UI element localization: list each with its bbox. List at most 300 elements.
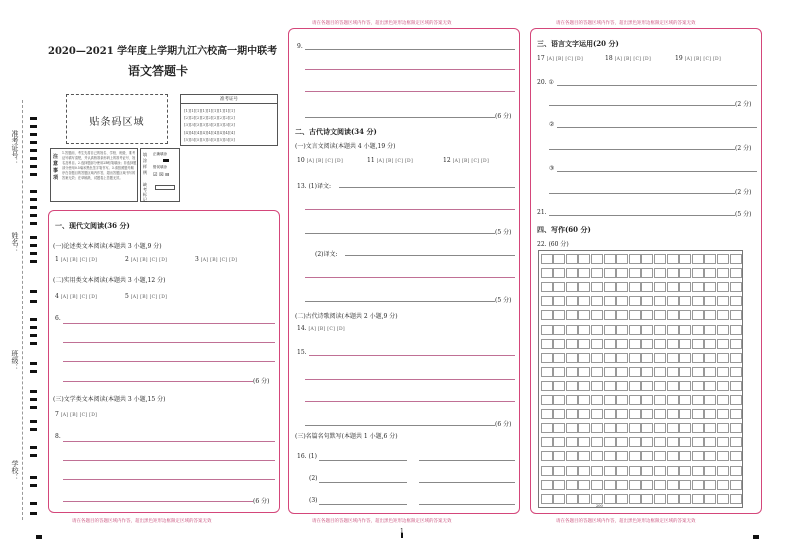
- essay-grid-cell[interactable]: [717, 268, 729, 278]
- essay-grid-cell[interactable]: [641, 296, 653, 306]
- essay-grid-cell[interactable]: [730, 494, 742, 504]
- essay-grid-cell[interactable]: [591, 353, 603, 363]
- essay-grid-cell[interactable]: [566, 395, 578, 405]
- essay-grid-cell[interactable]: [679, 254, 691, 264]
- essay-grid-cell[interactable]: [692, 339, 704, 349]
- essay-grid-cell[interactable]: [679, 325, 691, 335]
- essay-grid-cell[interactable]: [616, 381, 628, 391]
- essay-grid-cell[interactable]: [578, 494, 590, 504]
- essay-grid-cell[interactable]: [629, 268, 641, 278]
- essay-grid-cell[interactable]: [692, 325, 704, 335]
- essay-grid-cell[interactable]: [654, 310, 666, 320]
- essay-grid-cell[interactable]: [578, 353, 590, 363]
- essay-grid-cell[interactable]: [541, 409, 553, 419]
- answer-line[interactable]: [305, 277, 515, 278]
- essay-grid-cell[interactable]: [553, 310, 565, 320]
- essay-grid-cell[interactable]: [541, 296, 553, 306]
- essay-grid-cell[interactable]: [654, 254, 666, 264]
- question-14-options[interactable]: [A] [B] [C] [D]: [308, 327, 345, 332]
- essay-grid-cell[interactable]: [604, 282, 616, 292]
- essay-grid-cell[interactable]: [629, 310, 641, 320]
- essay-grid-cell[interactable]: [578, 268, 590, 278]
- essay-grid-cell[interactable]: [730, 353, 742, 363]
- essay-grid-cell[interactable]: [654, 395, 666, 405]
- essay-grid-cell[interactable]: [717, 339, 729, 349]
- essay-grid-cell[interactable]: [679, 339, 691, 349]
- essay-grid-cell[interactable]: [704, 282, 716, 292]
- essay-grid-cell[interactable]: [566, 296, 578, 306]
- essay-grid-cell[interactable]: [704, 494, 716, 504]
- answer-line[interactable]: [557, 85, 757, 86]
- essay-grid-cell[interactable]: [553, 466, 565, 476]
- essay-grid-cell[interactable]: [616, 325, 628, 335]
- essay-grid-cell[interactable]: [616, 466, 628, 476]
- essay-grid-cell[interactable]: [604, 395, 616, 405]
- essay-grid-cell[interactable]: [591, 466, 603, 476]
- essay-grid-cell[interactable]: [553, 296, 565, 306]
- essay-grid-cell[interactable]: [704, 451, 716, 461]
- essay-grid-cell[interactable]: [654, 381, 666, 391]
- essay-grid-cell[interactable]: [629, 296, 641, 306]
- essay-grid-cell[interactable]: [566, 494, 578, 504]
- essay-grid-cell[interactable]: [616, 353, 628, 363]
- answer-line[interactable]: [63, 460, 275, 461]
- essay-grid-cell[interactable]: [616, 296, 628, 306]
- answer-line[interactable]: [557, 171, 757, 172]
- essay-grid-cell[interactable]: [541, 367, 553, 377]
- essay-grid-cell[interactable]: [553, 325, 565, 335]
- essay-grid-cell[interactable]: [717, 353, 729, 363]
- essay-grid-cell[interactable]: [566, 339, 578, 349]
- essay-grid-cell[interactable]: [541, 437, 553, 447]
- essay-grid-cell[interactable]: [553, 282, 565, 292]
- essay-grid-cell[interactable]: [541, 268, 553, 278]
- essay-grid-cell[interactable]: [654, 480, 666, 490]
- essay-grid-cell[interactable]: [629, 466, 641, 476]
- essay-grid-cell[interactable]: [641, 367, 653, 377]
- essay-grid-cell[interactable]: [591, 367, 603, 377]
- answer-line[interactable]: [63, 479, 275, 480]
- essay-grid-cell[interactable]: [566, 282, 578, 292]
- essay-grid-cell[interactable]: [730, 381, 742, 391]
- essay-grid-cell[interactable]: [679, 437, 691, 447]
- exam-no-bubbles[interactable]: [1][1][1][1][1][1][1][1][1] [2][2][2][2][2][2][2][2][2] [3][3][3][3][3][3][3][3][3] [4][4][4][4][4][4][4][4][4] [5][5][5][5][5][5][5][5][5]: [184, 108, 235, 142]
- question-3-options[interactable]: [A] [B] [C] [D]: [200, 258, 238, 263]
- essay-grid-cell[interactable]: [604, 353, 616, 363]
- essay-grid-cell[interactable]: [629, 381, 641, 391]
- answer-line[interactable]: [549, 105, 735, 106]
- essay-grid-cell[interactable]: [591, 339, 603, 349]
- essay-grid-cell[interactable]: [679, 494, 691, 504]
- essay-grid-cell[interactable]: [717, 466, 729, 476]
- essay-grid-cell[interactable]: [641, 282, 653, 292]
- essay-grid-cell[interactable]: [692, 282, 704, 292]
- essay-grid-cell[interactable]: [604, 254, 616, 264]
- essay-grid-cell[interactable]: [717, 282, 729, 292]
- essay-grid-cell[interactable]: [667, 423, 679, 433]
- question-18-options[interactable]: [A] [B] [C] [D]: [614, 57, 652, 62]
- essay-grid-cell[interactable]: [541, 423, 553, 433]
- answer-line[interactable]: [305, 49, 515, 50]
- answer-line[interactable]: [63, 501, 253, 502]
- essay-grid-cell[interactable]: [541, 395, 553, 405]
- essay-grid-cell[interactable]: [604, 381, 616, 391]
- essay-grid-cell[interactable]: [692, 494, 704, 504]
- essay-grid-cell[interactable]: [541, 282, 553, 292]
- essay-grid-cell[interactable]: [566, 466, 578, 476]
- essay-grid-cell[interactable]: [604, 339, 616, 349]
- essay-grid-cell[interactable]: [717, 437, 729, 447]
- essay-grid-cell[interactable]: [591, 395, 603, 405]
- essay-grid-cell[interactable]: [616, 282, 628, 292]
- essay-grid-cell[interactable]: [553, 367, 565, 377]
- essay-grid-cell[interactable]: [541, 310, 553, 320]
- essay-grid-cell[interactable]: [541, 466, 553, 476]
- essay-grid-cell[interactable]: [591, 296, 603, 306]
- essay-grid-cell[interactable]: [591, 451, 603, 461]
- essay-grid-cell[interactable]: [629, 451, 641, 461]
- essay-grid-cell[interactable]: [616, 395, 628, 405]
- essay-grid-cell[interactable]: [616, 494, 628, 504]
- essay-grid-cell[interactable]: [553, 494, 565, 504]
- essay-grid-cell[interactable]: [641, 423, 653, 433]
- essay-grid-cell[interactable]: [704, 296, 716, 306]
- essay-grid-cell[interactable]: [616, 437, 628, 447]
- essay-grid-cell[interactable]: [654, 423, 666, 433]
- essay-grid-cell[interactable]: [641, 437, 653, 447]
- answer-line[interactable]: [419, 460, 515, 461]
- essay-grid-cell[interactable]: [578, 282, 590, 292]
- answer-line[interactable]: [63, 323, 275, 324]
- essay-grid-cell[interactable]: [730, 423, 742, 433]
- essay-grid-cell[interactable]: [553, 339, 565, 349]
- answer-line[interactable]: [63, 381, 253, 382]
- answer-line[interactable]: [63, 342, 275, 343]
- essay-grid-cell[interactable]: [730, 437, 742, 447]
- essay-grid-cell[interactable]: [591, 310, 603, 320]
- essay-grid-cell[interactable]: [717, 409, 729, 419]
- essay-grid-cell[interactable]: [604, 325, 616, 335]
- essay-grid-cell[interactable]: [641, 395, 653, 405]
- essay-grid-cell[interactable]: [679, 480, 691, 490]
- essay-grid-cell[interactable]: [704, 466, 716, 476]
- question-2-options[interactable]: [A] [B] [C] [D]: [130, 258, 168, 263]
- essay-grid-cell[interactable]: [704, 480, 716, 490]
- essay-grid-cell[interactable]: [679, 395, 691, 405]
- essay-grid-cell[interactable]: [730, 310, 742, 320]
- essay-grid-cell[interactable]: [654, 409, 666, 419]
- essay-grid-cell[interactable]: [604, 480, 616, 490]
- essay-grid-cell[interactable]: [654, 339, 666, 349]
- answer-line[interactable]: [305, 425, 495, 426]
- answer-line[interactable]: [549, 149, 735, 150]
- essay-grid-cell[interactable]: [704, 268, 716, 278]
- essay-grid-cell[interactable]: [604, 423, 616, 433]
- essay-grid-cell[interactable]: [578, 466, 590, 476]
- essay-grid-cell[interactable]: [692, 466, 704, 476]
- essay-grid-cell[interactable]: [604, 268, 616, 278]
- answer-line[interactable]: [305, 379, 515, 380]
- essay-grid-cell[interactable]: [578, 437, 590, 447]
- essay-grid-cell[interactable]: [704, 367, 716, 377]
- essay-grid-cell[interactable]: [541, 494, 553, 504]
- essay-grid-cell[interactable]: [629, 437, 641, 447]
- essay-grid-cell[interactable]: [616, 310, 628, 320]
- essay-grid-cell[interactable]: [629, 282, 641, 292]
- essay-grid-cell[interactable]: [541, 480, 553, 490]
- answer-line[interactable]: [339, 187, 515, 188]
- essay-grid-cell[interactable]: [629, 325, 641, 335]
- essay-grid-cell[interactable]: [566, 353, 578, 363]
- essay-grid-cell[interactable]: [667, 367, 679, 377]
- essay-grid-cell[interactable]: [704, 381, 716, 391]
- essay-grid-cell[interactable]: [730, 268, 742, 278]
- essay-grid-cell[interactable]: [629, 480, 641, 490]
- essay-grid-cell[interactable]: [578, 381, 590, 391]
- essay-grid-cell[interactable]: [578, 339, 590, 349]
- essay-grid-cell[interactable]: [704, 339, 716, 349]
- essay-grid-cell[interactable]: [591, 437, 603, 447]
- essay-grid-cell[interactable]: [730, 296, 742, 306]
- essay-grid-cell[interactable]: [641, 409, 653, 419]
- essay-grid-cell[interactable]: [730, 282, 742, 292]
- essay-grid-cell[interactable]: [629, 409, 641, 419]
- answer-line[interactable]: [63, 441, 275, 442]
- essay-grid-cell[interactable]: [692, 353, 704, 363]
- essay-grid-cell[interactable]: [553, 268, 565, 278]
- essay-grid-cell[interactable]: [654, 353, 666, 363]
- essay-grid-cell[interactable]: [717, 296, 729, 306]
- answer-line[interactable]: [305, 301, 495, 302]
- essay-grid-cell[interactable]: [704, 437, 716, 447]
- essay-grid-cell[interactable]: [717, 395, 729, 405]
- essay-grid-cell[interactable]: [604, 296, 616, 306]
- essay-grid-cell[interactable]: [679, 296, 691, 306]
- essay-grid-cell[interactable]: [641, 254, 653, 264]
- answer-line[interactable]: [305, 401, 515, 402]
- essay-grid-cell[interactable]: [717, 381, 729, 391]
- essay-grid-cell[interactable]: [578, 480, 590, 490]
- essay-grid-cell[interactable]: [641, 353, 653, 363]
- essay-grid-cell[interactable]: [667, 325, 679, 335]
- essay-grid-cell[interactable]: [717, 423, 729, 433]
- essay-grid[interactable]: [538, 250, 743, 508]
- answer-line[interactable]: [549, 215, 735, 216]
- essay-grid-cell[interactable]: [591, 282, 603, 292]
- essay-grid-cell[interactable]: [692, 480, 704, 490]
- essay-grid-cell[interactable]: [641, 325, 653, 335]
- essay-grid-cell[interactable]: [604, 409, 616, 419]
- essay-grid-cell[interactable]: [604, 451, 616, 461]
- essay-grid-cell[interactable]: [641, 451, 653, 461]
- essay-grid-cell[interactable]: [704, 325, 716, 335]
- essay-grid-cell[interactable]: [654, 451, 666, 461]
- essay-grid-cell[interactable]: [641, 466, 653, 476]
- essay-grid-cell[interactable]: [717, 310, 729, 320]
- essay-grid-cell[interactable]: [541, 353, 553, 363]
- essay-grid-cell[interactable]: [730, 367, 742, 377]
- essay-grid-cell[interactable]: [578, 254, 590, 264]
- essay-grid-cell[interactable]: [578, 423, 590, 433]
- essay-grid-cell[interactable]: [692, 310, 704, 320]
- answer-line[interactable]: [319, 504, 407, 505]
- essay-grid-cell[interactable]: [616, 254, 628, 264]
- essay-grid-cell[interactable]: [667, 310, 679, 320]
- essay-grid-cell[interactable]: [667, 296, 679, 306]
- essay-grid-cell[interactable]: [629, 395, 641, 405]
- answer-line[interactable]: [419, 504, 515, 505]
- essay-grid-cell[interactable]: [541, 381, 553, 391]
- essay-grid-cell[interactable]: [692, 254, 704, 264]
- essay-grid-cell[interactable]: [679, 282, 691, 292]
- answer-line[interactable]: [419, 482, 515, 483]
- answer-line[interactable]: [345, 255, 515, 256]
- answer-line[interactable]: [305, 69, 515, 70]
- essay-grid-cell[interactable]: [591, 254, 603, 264]
- essay-grid-cell[interactable]: [553, 423, 565, 433]
- essay-grid-cell[interactable]: [717, 254, 729, 264]
- essay-grid-cell[interactable]: [616, 367, 628, 377]
- essay-grid-cell[interactable]: [704, 423, 716, 433]
- essay-grid-cell[interactable]: [566, 325, 578, 335]
- essay-grid-cell[interactable]: [553, 381, 565, 391]
- question-12-options[interactable]: [A] [B] [C] [D]: [452, 159, 490, 164]
- question-11-options[interactable]: [A] [B] [C] [D]: [376, 159, 414, 164]
- essay-grid-cell[interactable]: [629, 494, 641, 504]
- essay-grid-cell[interactable]: [679, 310, 691, 320]
- essay-grid-cell[interactable]: [654, 325, 666, 335]
- essay-grid-cell[interactable]: [654, 466, 666, 476]
- essay-grid-cell[interactable]: [667, 339, 679, 349]
- essay-grid-cell[interactable]: [566, 423, 578, 433]
- essay-grid-cell[interactable]: [566, 268, 578, 278]
- essay-grid-cell[interactable]: [616, 451, 628, 461]
- essay-grid-cell[interactable]: [717, 480, 729, 490]
- essay-grid-cell[interactable]: [629, 254, 641, 264]
- essay-grid-cell[interactable]: [654, 494, 666, 504]
- essay-grid-cell[interactable]: [730, 325, 742, 335]
- answer-line[interactable]: [305, 209, 515, 210]
- essay-grid-cell[interactable]: [692, 451, 704, 461]
- essay-grid-cell[interactable]: [667, 466, 679, 476]
- essay-grid-cell[interactable]: [629, 339, 641, 349]
- essay-grid-cell[interactable]: [717, 494, 729, 504]
- essay-grid-cell[interactable]: [591, 381, 603, 391]
- essay-grid-cell[interactable]: [641, 381, 653, 391]
- essay-grid-cell[interactable]: [604, 437, 616, 447]
- answer-line[interactable]: [319, 460, 407, 461]
- essay-grid-cell[interactable]: [692, 381, 704, 391]
- essay-grid-cell[interactable]: [692, 296, 704, 306]
- essay-grid-cell[interactable]: [730, 480, 742, 490]
- essay-grid-cell[interactable]: [704, 409, 716, 419]
- essay-grid-cell[interactable]: [591, 494, 603, 504]
- essay-grid-cell[interactable]: [578, 367, 590, 377]
- answer-line[interactable]: [305, 233, 495, 234]
- essay-grid-cell[interactable]: [541, 339, 553, 349]
- essay-grid-cell[interactable]: [629, 353, 641, 363]
- essay-grid-cell[interactable]: [692, 395, 704, 405]
- essay-grid-cell[interactable]: [704, 254, 716, 264]
- question-5-options[interactable]: [A] [B] [C] [D]: [130, 295, 168, 300]
- essay-grid-cell[interactable]: [730, 254, 742, 264]
- essay-grid-cell[interactable]: [667, 451, 679, 461]
- essay-grid-cell[interactable]: [641, 480, 653, 490]
- essay-grid-cell[interactable]: [629, 367, 641, 377]
- essay-grid-cell[interactable]: [578, 296, 590, 306]
- essay-grid-cell[interactable]: [679, 466, 691, 476]
- essay-grid-cell[interactable]: [654, 437, 666, 447]
- essay-grid-cell[interactable]: [591, 480, 603, 490]
- essay-grid-cell[interactable]: [730, 339, 742, 349]
- essay-grid-cell[interactable]: [604, 466, 616, 476]
- essay-grid-cell[interactable]: [654, 367, 666, 377]
- essay-grid-cell[interactable]: [566, 437, 578, 447]
- essay-grid-cell[interactable]: [692, 268, 704, 278]
- essay-grid-cell[interactable]: [704, 353, 716, 363]
- essay-grid-cell[interactable]: [591, 268, 603, 278]
- essay-grid-cell[interactable]: [667, 395, 679, 405]
- answer-line[interactable]: [549, 193, 735, 194]
- essay-grid-cell[interactable]: [679, 367, 691, 377]
- essay-grid-cell[interactable]: [553, 409, 565, 419]
- essay-grid-cell[interactable]: [566, 310, 578, 320]
- essay-grid-cell[interactable]: [692, 367, 704, 377]
- essay-grid-cell[interactable]: [730, 409, 742, 419]
- absent-mark-box[interactable]: [155, 185, 175, 190]
- essay-grid-cell[interactable]: [654, 296, 666, 306]
- essay-grid-cell[interactable]: [541, 325, 553, 335]
- essay-grid-cell[interactable]: [730, 466, 742, 476]
- essay-grid-cell[interactable]: [566, 367, 578, 377]
- essay-grid-cell[interactable]: [679, 451, 691, 461]
- essay-grid-cell[interactable]: [578, 451, 590, 461]
- question-19-options[interactable]: [A] [B] [C] [D]: [684, 57, 722, 62]
- essay-grid-cell[interactable]: [604, 310, 616, 320]
- essay-grid-cell[interactable]: [553, 451, 565, 461]
- essay-grid-cell[interactable]: [541, 451, 553, 461]
- question-1-options[interactable]: [A] [B] [C] [D]: [60, 258, 98, 263]
- essay-grid-cell[interactable]: [578, 310, 590, 320]
- essay-grid-cell[interactable]: [566, 381, 578, 391]
- answer-line[interactable]: [309, 355, 515, 356]
- essay-grid-cell[interactable]: [641, 310, 653, 320]
- essay-grid-cell[interactable]: [553, 480, 565, 490]
- essay-grid-cell[interactable]: [553, 254, 565, 264]
- essay-grid-cell[interactable]: [616, 339, 628, 349]
- essay-grid-cell[interactable]: [692, 409, 704, 419]
- essay-grid-cell[interactable]: [591, 325, 603, 335]
- essay-grid-cell[interactable]: [566, 480, 578, 490]
- answer-line[interactable]: [557, 127, 757, 128]
- question-10-options[interactable]: [A] [B] [C] [D]: [306, 159, 344, 164]
- essay-grid-cell[interactable]: [679, 423, 691, 433]
- essay-grid-cell[interactable]: [730, 395, 742, 405]
- essay-grid-cell[interactable]: [667, 381, 679, 391]
- essay-grid-cell[interactable]: [704, 310, 716, 320]
- essay-grid-cell[interactable]: [704, 395, 716, 405]
- essay-grid-cell[interactable]: [679, 381, 691, 391]
- essay-grid-cell[interactable]: [553, 353, 565, 363]
- essay-grid-cell[interactable]: [717, 325, 729, 335]
- essay-grid-cell[interactable]: [717, 451, 729, 461]
- question-4-options[interactable]: [A] [B] [C] [D]: [60, 295, 98, 300]
- essay-grid-cell[interactable]: [553, 437, 565, 447]
- essay-grid-cell[interactable]: [641, 339, 653, 349]
- essay-grid-cell[interactable]: [667, 480, 679, 490]
- answer-line[interactable]: [305, 117, 495, 118]
- essay-grid-cell[interactable]: [679, 268, 691, 278]
